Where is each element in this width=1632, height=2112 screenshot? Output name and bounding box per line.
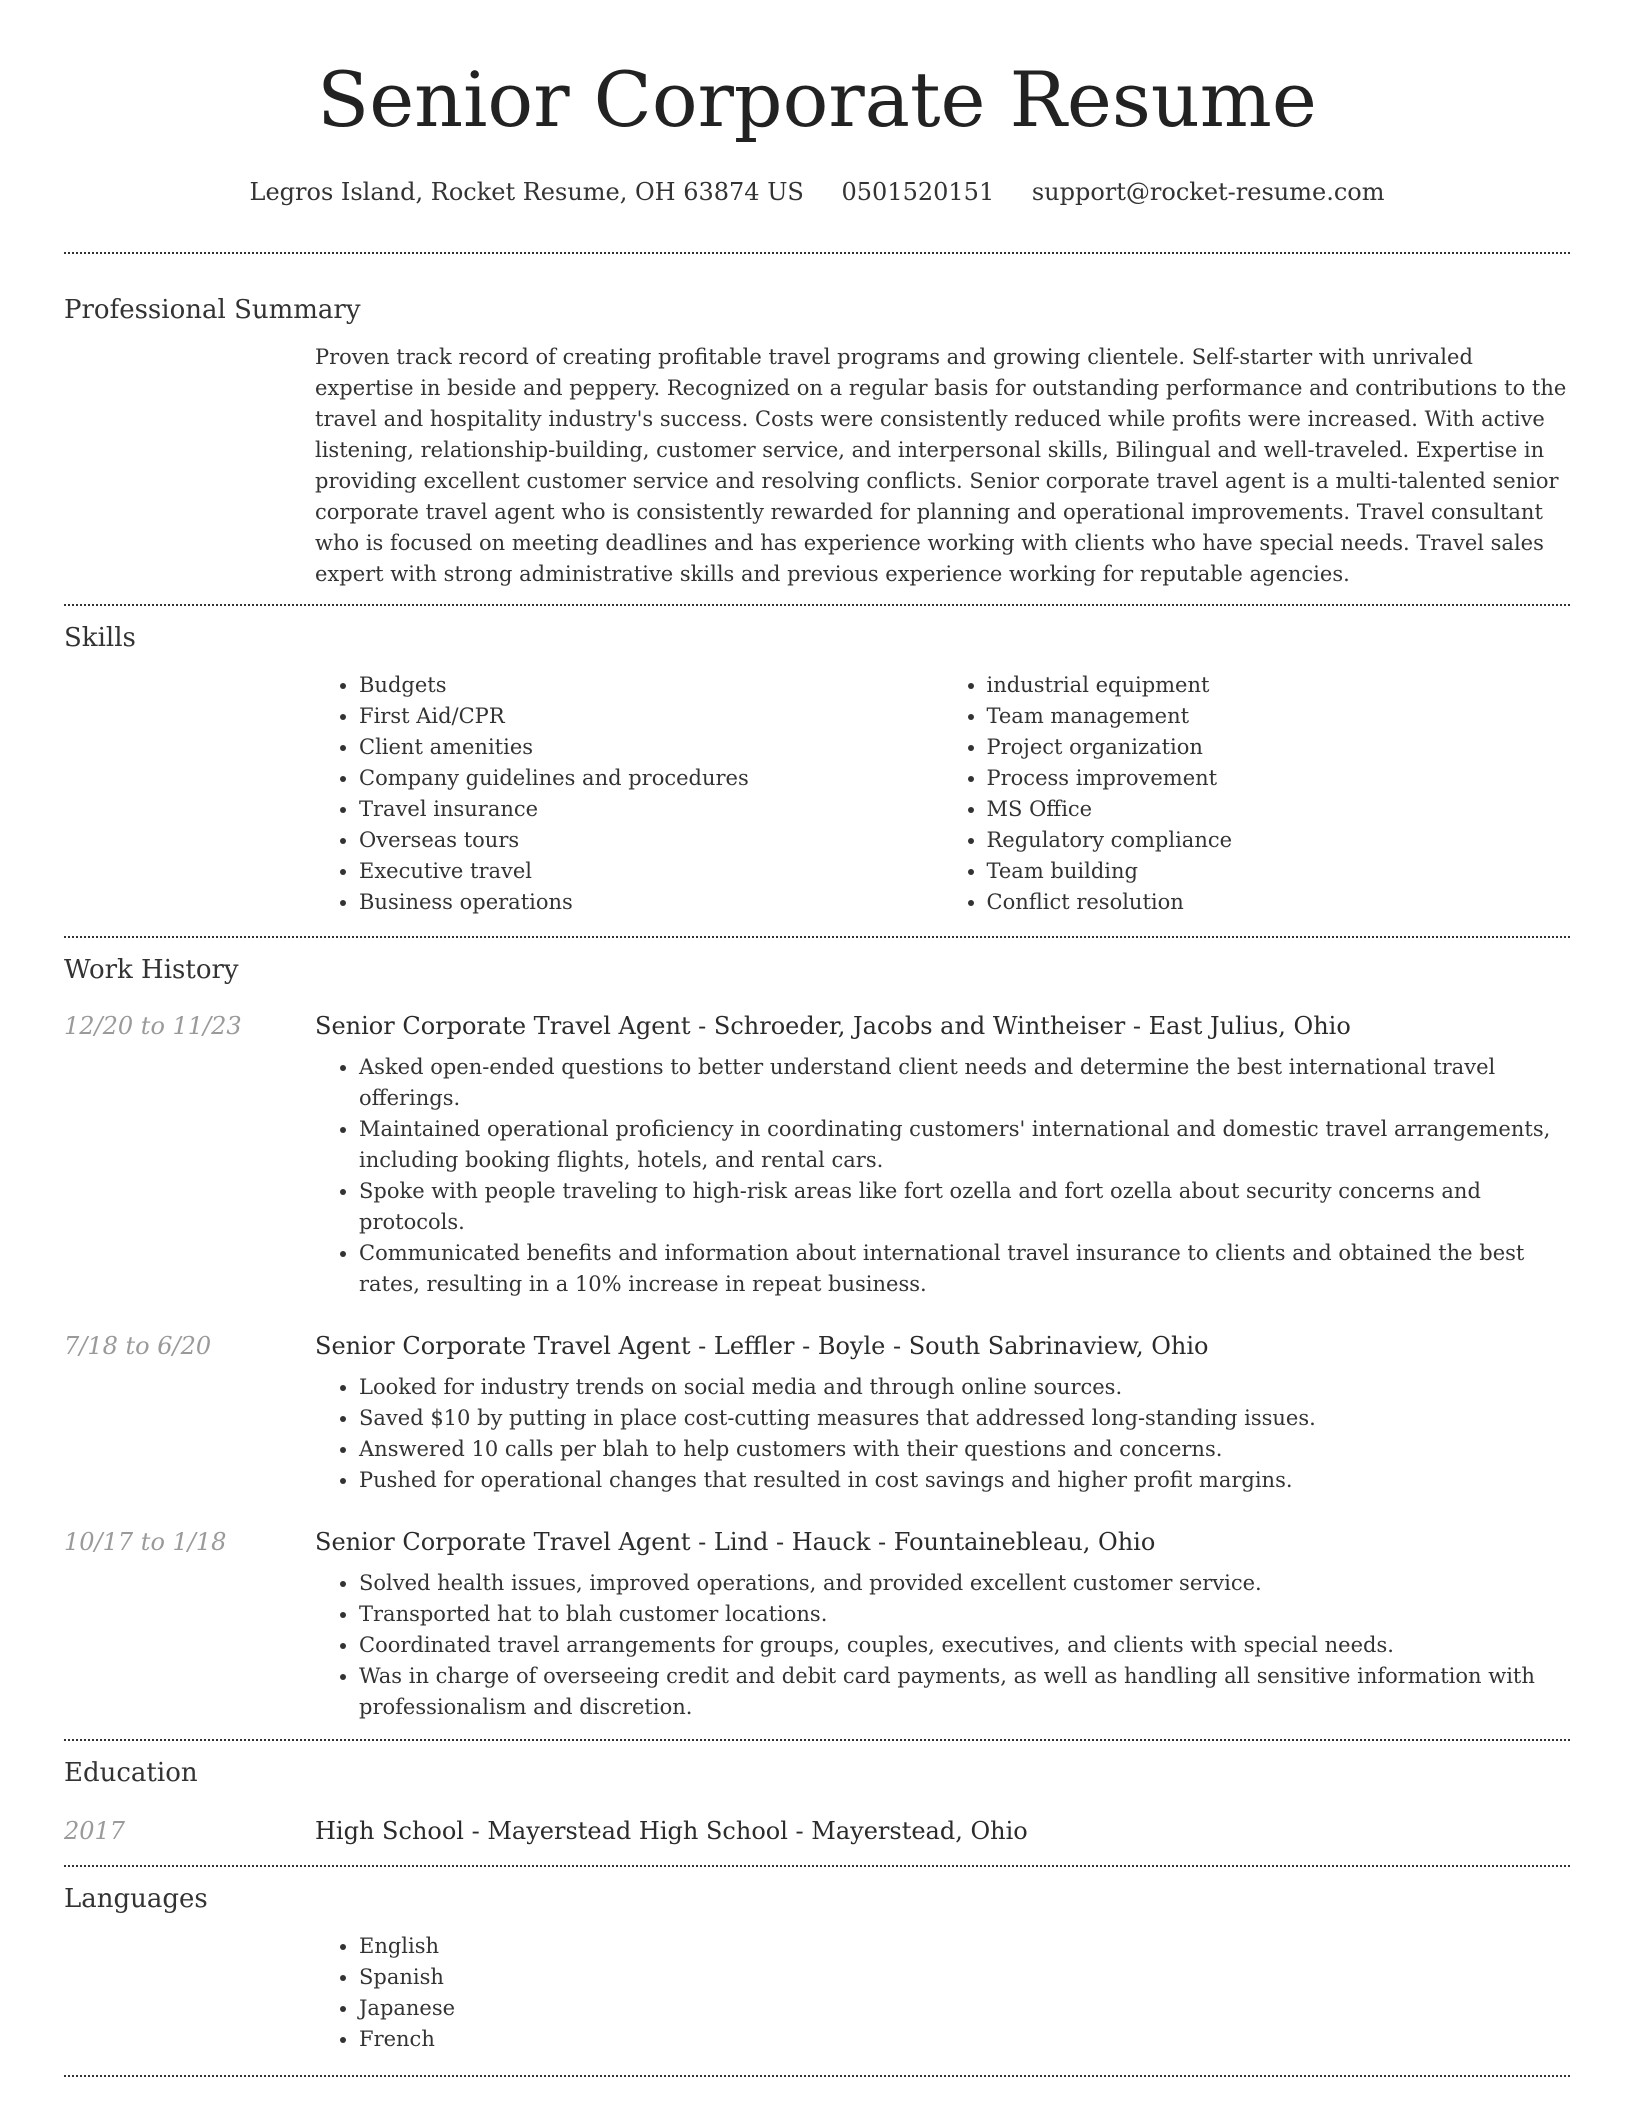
section-divider xyxy=(64,604,1570,606)
skill-item: • industrial equipment xyxy=(987,670,1571,701)
job-bullet: • Answered 10 calls per blah to help customers with their questions and concerns. xyxy=(359,1434,1570,1465)
education-title: High School - Mayerstead High School - Mayerstead, Ohio xyxy=(315,1817,1028,1845)
section-divider xyxy=(64,2075,1570,2077)
education-year: 2017 xyxy=(64,1817,126,1845)
job-title: Senior Corporate Travel Agent - Lind - Hauck - Fountainebleau, Ohio xyxy=(315,1528,1156,1556)
job-bullet: • Spoke with people traveling to high-risk areas like fort ozella and fort ozella about security concerns and protocols. xyxy=(359,1176,1570,1238)
skill-item: • Client amenities xyxy=(359,732,943,763)
skill-item: • Conflict resolution xyxy=(987,887,1571,918)
skill-item: • Company guidelines and procedures xyxy=(359,763,943,794)
language-item: • English xyxy=(359,1931,1570,1962)
skills-list-left xyxy=(315,670,943,918)
languages-heading: Languages xyxy=(64,1884,208,1914)
job-bullet: • Solved health issues, improved operations, and provided excellent customer service. xyxy=(359,1568,1570,1599)
job-title: Senior Corporate Travel Agent - Leffler - Boyle - South Sabrinaview, Ohio xyxy=(315,1332,1209,1360)
skill-item: • Process improvement xyxy=(987,763,1571,794)
section-divider xyxy=(64,936,1570,938)
job-bullet: • Asked open-ended questions to better understand client needs and determine the best international travel offerings. xyxy=(359,1052,1570,1114)
job-title: Senior Corporate Travel Agent - Schroeder, Jacobs and Wintheiser - East Julius, Ohio xyxy=(315,1012,1351,1040)
work-history-heading: Work History xyxy=(64,955,239,985)
education-heading: Education xyxy=(64,1758,198,1788)
language-item: • French xyxy=(359,2024,1570,2055)
skill-item: • Business operations xyxy=(359,887,943,918)
job-bullet: • Communicated benefits and information about international travel insurance to clients and obtained the best rates, resulting in a 10% increase in repeat business. xyxy=(359,1238,1570,1300)
skill-item: • Budgets xyxy=(359,670,943,701)
education-entry xyxy=(64,1815,1570,1847)
skill-item: • Travel insurance xyxy=(359,794,943,825)
resume-page xyxy=(64,0,1570,2077)
job-bullets xyxy=(315,1568,1570,1723)
language-item: • Spanish xyxy=(359,1962,1570,1993)
skill-item: • First Aid/CPR xyxy=(359,701,943,732)
job-bullets xyxy=(315,1372,1570,1496)
contact-phone: 0501520151 xyxy=(841,178,995,206)
job-bullet: • Maintained operational proficiency in coordinating customers' international and domestic travel arrangements, including booking flights, hotels, and rental cars. xyxy=(359,1114,1570,1176)
job-bullet: • Transported hat to blah customer locations. xyxy=(359,1599,1570,1630)
skill-item: • Project organization xyxy=(987,732,1571,763)
skills-columns xyxy=(315,670,1570,918)
skill-item: • Team management xyxy=(987,701,1571,732)
job-bullet: • Coordinated travel arrangements for groups, couples, executives, and clients with special needs. xyxy=(359,1630,1570,1661)
section-divider xyxy=(64,252,1570,254)
skills-heading: Skills xyxy=(64,623,136,653)
skill-item: • Overseas tours xyxy=(359,825,943,856)
contact-email: support@rocket-resume.com xyxy=(1031,178,1385,206)
job-dates: 10/17 to 1/18 xyxy=(64,1528,227,1556)
skills-list-right xyxy=(943,670,1571,918)
job-dates: 12/20 to 11/23 xyxy=(64,1012,242,1040)
section-divider xyxy=(64,1739,1570,1741)
skill-item: • Regulatory compliance xyxy=(987,825,1571,856)
skill-item: • MS Office xyxy=(987,794,1571,825)
job-entry xyxy=(64,1526,1570,1558)
skill-item: • Team building xyxy=(987,856,1571,887)
job-bullets xyxy=(315,1052,1570,1300)
contact-line xyxy=(64,176,1570,208)
section-divider xyxy=(64,1865,1570,1867)
resume-name: Senior Corporate Resume xyxy=(317,55,1317,144)
language-item: • Japanese xyxy=(359,1993,1570,2024)
job-entry xyxy=(64,1330,1570,1362)
job-entry xyxy=(64,1010,1570,1042)
job-bullet: • Saved $10 by putting in place cost-cutting measures that addressed long-standing issues. xyxy=(359,1403,1570,1434)
contact-address: Legros Island, Rocket Resume, OH 63874 US xyxy=(249,178,804,206)
job-bullet: • Was in charge of overseeing credit and debit card payments, as well as handling all sensitive information with professionalism and discretion. xyxy=(359,1661,1570,1723)
job-dates: 7/18 to 6/20 xyxy=(64,1332,212,1360)
summary-heading: Professional Summary xyxy=(64,295,361,325)
skill-item: • Executive travel xyxy=(359,856,943,887)
job-bullet: • Looked for industry trends on social media and through online sources. xyxy=(359,1372,1570,1403)
job-bullet: • Pushed for operational changes that resulted in cost savings and higher profit margins. xyxy=(359,1465,1570,1496)
summary-text: Proven track record of creating profitable travel programs and growing clientele. Self-starter with unrivaled expertise in beside and peppery. Recognized on a regular basis for outstanding performance and contributions to the travel and hospitality industry's success. Costs were consistently reduced while profits were increased. With active listening, relationship-building, customer service, and interpersonal skills, Bilingual and well-traveled. Expertise in providing excellent customer service and resolving conflicts. Senior corporate travel agent is a multi-talented senior corporate travel agent who is consistently rewarded for planning and operational improvements. Travel consultant who is focused on meeting deadlines and has experience working with clients who have special needs. Travel sales expert with strong administrative skills and previous experience working for reputable agencies. xyxy=(315,345,1567,586)
languages-list xyxy=(315,1931,1570,2055)
